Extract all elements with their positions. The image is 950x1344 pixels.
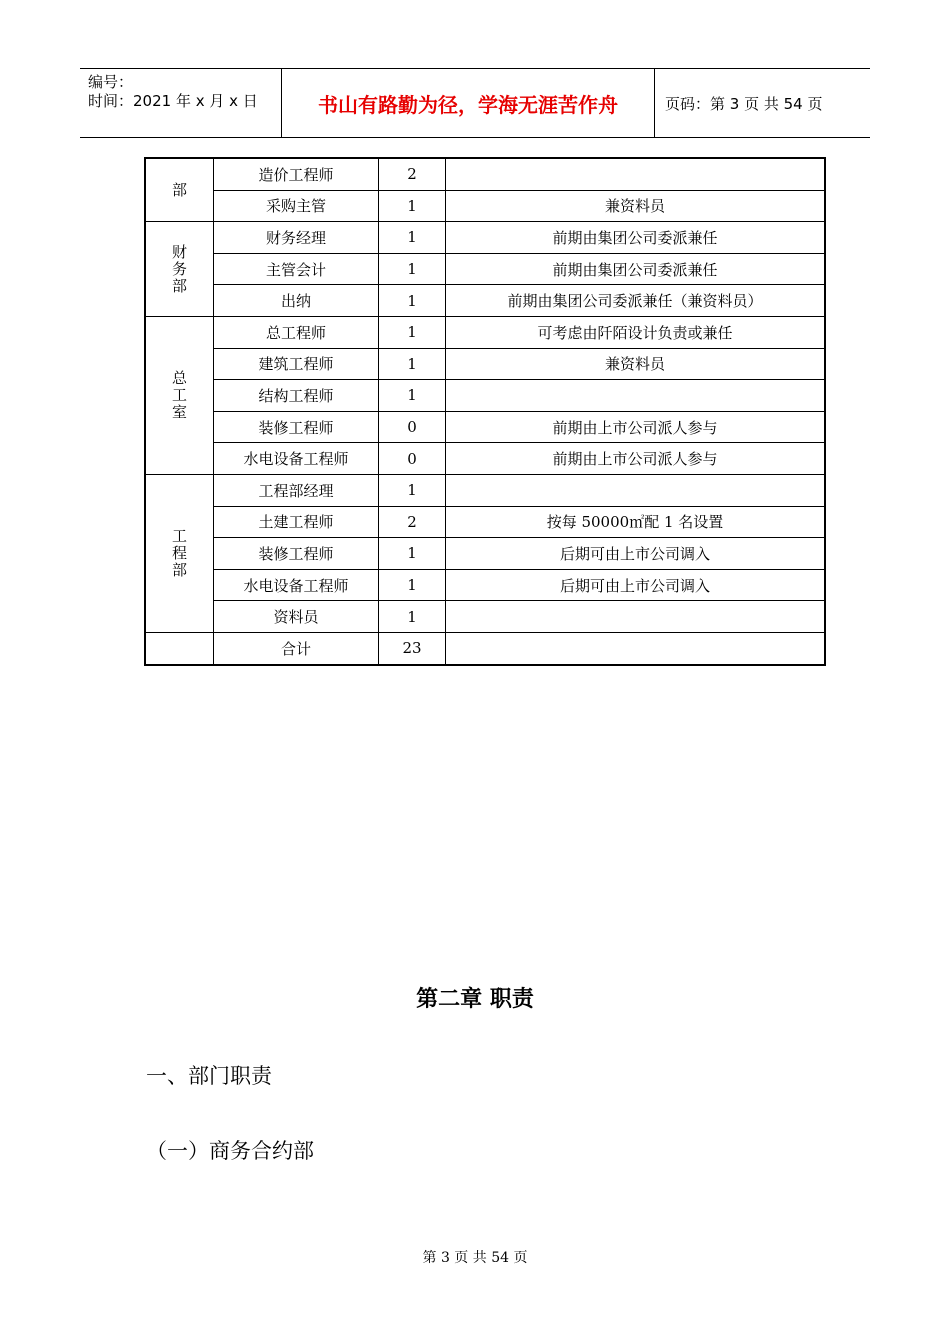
position-cell: 建筑工程师 xyxy=(214,348,379,380)
table-row xyxy=(145,380,825,412)
count-cell: 1 xyxy=(379,569,446,601)
table-row xyxy=(145,348,825,380)
position-cell: 主管会计 xyxy=(214,253,379,285)
total-label: 合计 xyxy=(214,632,379,664)
note-cell: 可考虑由阡陌设计负责或兼任 xyxy=(446,316,826,348)
table-row xyxy=(145,569,825,601)
staffing-table xyxy=(144,157,826,666)
note-cell xyxy=(446,601,826,633)
table-row xyxy=(145,474,825,506)
doc-number-label: 编号： xyxy=(88,73,134,91)
position-cell: 水电设备工程师 xyxy=(214,443,379,475)
page-header xyxy=(80,68,870,138)
dept-cell: 部 xyxy=(145,158,214,222)
subsection-heading: （一）商务合约部 xyxy=(146,1139,314,1163)
count-cell: 1 xyxy=(379,285,446,317)
count-cell: 1 xyxy=(379,316,446,348)
table-row xyxy=(145,190,825,222)
count-cell: 1 xyxy=(379,474,446,506)
position-cell: 水电设备工程师 xyxy=(214,569,379,601)
table-row xyxy=(145,601,825,633)
total-count: 23 xyxy=(379,632,446,664)
table-row xyxy=(145,222,825,254)
note-cell xyxy=(446,380,826,412)
position-cell: 出纳 xyxy=(214,285,379,317)
note-cell: 前期由集团公司委派兼任（兼资料员） xyxy=(446,285,826,317)
count-cell: 1 xyxy=(379,222,446,254)
note-cell: 兼资料员 xyxy=(446,348,826,380)
note-cell: 后期可由上市公司调入 xyxy=(446,538,826,570)
table-row xyxy=(145,316,825,348)
note-cell: 后期可由上市公司调入 xyxy=(446,569,826,601)
position-cell: 工程部经理 xyxy=(214,474,379,506)
table-row xyxy=(145,158,825,190)
page-footer: 第 3 页 共 54 页 xyxy=(422,1250,528,1266)
note-cell: 前期由集团公司委派兼任 xyxy=(446,253,826,285)
count-cell: 0 xyxy=(379,443,446,475)
count-cell: 1 xyxy=(379,601,446,633)
count-cell: 1 xyxy=(379,380,446,412)
table-row xyxy=(145,443,825,475)
table-row xyxy=(145,253,825,285)
total-row xyxy=(145,632,825,664)
table-row xyxy=(145,285,825,317)
table-row xyxy=(145,538,825,570)
note-cell xyxy=(446,158,826,190)
section-heading: 一、部门职责 xyxy=(146,1064,272,1088)
position-cell: 装修工程师 xyxy=(214,411,379,443)
count-cell: 1 xyxy=(379,348,446,380)
note-cell: 前期由集团公司委派兼任 xyxy=(446,222,826,254)
position-cell: 装修工程师 xyxy=(214,538,379,570)
count-cell: 1 xyxy=(379,190,446,222)
position-cell: 财务经理 xyxy=(214,222,379,254)
table-row xyxy=(145,506,825,538)
count-cell: 1 xyxy=(379,253,446,285)
dept-cell xyxy=(145,632,214,664)
count-cell: 2 xyxy=(379,158,446,190)
count-cell: 2 xyxy=(379,506,446,538)
count-cell: 0 xyxy=(379,411,446,443)
note-cell: 前期由上市公司派人参与 xyxy=(446,443,826,475)
dept-cell: 财务部 xyxy=(145,222,214,317)
note-cell xyxy=(446,632,826,664)
header-meta xyxy=(88,73,258,111)
note-cell xyxy=(446,474,826,506)
note-cell: 按每 50000㎡配 1 名设置 xyxy=(446,506,826,538)
dept-cell: 工程部 xyxy=(145,474,214,632)
position-cell: 总工程师 xyxy=(214,316,379,348)
note-cell: 前期由上市公司派人参与 xyxy=(446,411,826,443)
position-cell: 结构工程师 xyxy=(214,380,379,412)
note-cell: 兼资料员 xyxy=(446,190,826,222)
header-page-label: 页码：第 3 页 共 54 页 xyxy=(665,95,823,113)
position-cell: 资料员 xyxy=(214,601,379,633)
position-cell: 采购主管 xyxy=(214,190,379,222)
header-divider xyxy=(654,69,655,137)
table-row xyxy=(145,411,825,443)
header-motto: 书山有路勤为径，学海无涯苦作舟 xyxy=(318,92,618,117)
dept-cell: 总工室 xyxy=(145,316,214,474)
position-cell: 土建工程师 xyxy=(214,506,379,538)
chapter-title: 第二章 职责 xyxy=(416,987,534,1012)
position-cell: 造价工程师 xyxy=(214,158,379,190)
count-cell: 1 xyxy=(379,538,446,570)
doc-time-label: 时间：2021 年 x 月 x 日 xyxy=(88,92,258,110)
